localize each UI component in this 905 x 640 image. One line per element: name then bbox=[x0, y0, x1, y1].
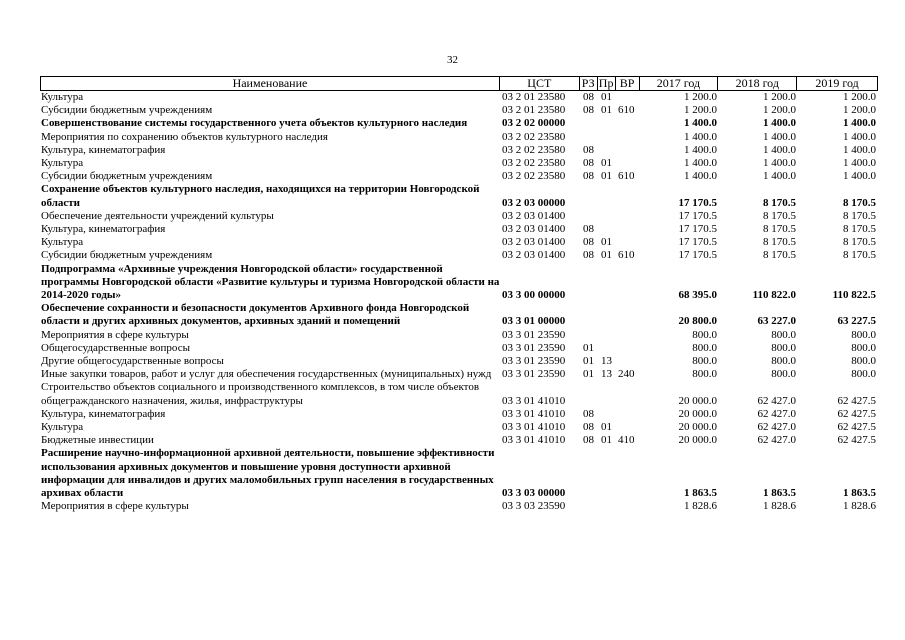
cell-2018: 63 227.0 bbox=[757, 315, 796, 328]
budget-table bbox=[40, 76, 878, 514]
cell-2017: 17 170.5 bbox=[678, 249, 717, 262]
header-2017: 2017 год bbox=[640, 77, 719, 90]
cell-2018: 62 427.0 bbox=[757, 407, 796, 420]
cell-cst: 03 3 01 23590 bbox=[502, 355, 566, 368]
cell-rz: 08 bbox=[583, 421, 594, 434]
cell-pr: 13 bbox=[601, 368, 612, 381]
cell-name: Бюджетные инвестиции bbox=[41, 434, 154, 447]
cell-cst: 03 2 01 23580 bbox=[502, 104, 566, 117]
cell-2019: 8 170.5 bbox=[843, 249, 876, 262]
cell-2017: 17 170.5 bbox=[678, 209, 717, 222]
cell-2017: 20 000.0 bbox=[678, 421, 717, 434]
cell-2019: 1 200.0 bbox=[843, 91, 876, 103]
cell-name: Культура, кинематография bbox=[41, 223, 166, 236]
cell-2019: 1 863.5 bbox=[843, 487, 876, 500]
cell-name: Культура, кинематография bbox=[41, 143, 166, 156]
cell-rz: 08 bbox=[583, 407, 594, 420]
cell-2018: 1 200.0 bbox=[763, 104, 796, 117]
table-row bbox=[40, 302, 878, 328]
cell-2018: 1 863.5 bbox=[763, 487, 796, 500]
table-body bbox=[40, 91, 878, 514]
cell-rz: 08 bbox=[583, 249, 594, 262]
cell-2019: 62 427.5 bbox=[837, 394, 876, 407]
table-row bbox=[40, 170, 878, 183]
cell-2019: 800.0 bbox=[851, 341, 876, 354]
cell-name: Мероприятия в сфере культуры bbox=[41, 328, 189, 341]
cell-name: Обеспечение сохранности и безопасности документов Архивного фонда Новгородской области и других архивных документов, архивных зданий и помещений bbox=[41, 302, 470, 328]
cell-vr: 610 bbox=[618, 104, 635, 117]
cell-cst: 03 3 01 41010 bbox=[502, 407, 566, 420]
cell-rz: 01 bbox=[583, 368, 594, 381]
cell-2019: 1 400.0 bbox=[843, 143, 876, 156]
header-rz: РЗ bbox=[580, 77, 598, 90]
cell-2017: 20 000.0 bbox=[678, 434, 717, 447]
cell-2019: 1 200.0 bbox=[843, 104, 876, 117]
cell-2018: 800.0 bbox=[771, 328, 796, 341]
cell-2019: 8 170.5 bbox=[843, 196, 876, 209]
cell-name: Обеспечение деятельности учреждений культуры bbox=[41, 209, 274, 222]
cell-2019: 1 400.0 bbox=[843, 157, 876, 170]
cell-2017: 800.0 bbox=[692, 328, 717, 341]
table-row bbox=[40, 131, 878, 144]
cell-rz: 08 bbox=[583, 143, 594, 156]
cell-cst: 03 3 00 00000 bbox=[502, 289, 566, 302]
cell-2018: 1 400.0 bbox=[763, 143, 796, 156]
table-row bbox=[40, 236, 878, 249]
cell-rz: 08 bbox=[583, 91, 594, 103]
cell-name: Иные закупки товаров, работ и услуг для обеспечения государственных (муниципальных) нужд bbox=[41, 368, 492, 381]
cell-2018: 800.0 bbox=[771, 368, 796, 381]
cell-name: Культура bbox=[41, 91, 84, 103]
cell-name: Культура bbox=[41, 157, 84, 170]
cell-cst: 03 2 02 23580 bbox=[502, 170, 566, 183]
cell-rz: 08 bbox=[583, 236, 594, 249]
cell-2019: 8 170.5 bbox=[843, 236, 876, 249]
cell-2019: 62 427.5 bbox=[837, 434, 876, 447]
table-row bbox=[40, 408, 878, 421]
table-row bbox=[40, 157, 878, 170]
cell-vr: 610 bbox=[618, 249, 635, 262]
cell-2017: 20 000.0 bbox=[678, 394, 717, 407]
cell-vr: 240 bbox=[618, 368, 635, 381]
table-row bbox=[40, 91, 878, 104]
cell-2018: 1 400.0 bbox=[763, 170, 796, 183]
table-row bbox=[40, 500, 878, 513]
cell-2019: 63 227.5 bbox=[837, 315, 876, 328]
cell-pr: 01 bbox=[601, 91, 612, 103]
table-row bbox=[40, 249, 878, 262]
cell-pr: 01 bbox=[601, 249, 612, 262]
table-row bbox=[40, 368, 878, 381]
page-number: 32 bbox=[447, 54, 458, 66]
header-cst: ЦСТ bbox=[500, 77, 580, 90]
cell-2019: 8 170.5 bbox=[843, 223, 876, 236]
table-row bbox=[40, 447, 878, 500]
cell-rz: 08 bbox=[583, 170, 594, 183]
table-row bbox=[40, 329, 878, 342]
cell-2019: 1 400.0 bbox=[843, 117, 876, 130]
cell-2017: 17 170.5 bbox=[678, 223, 717, 236]
cell-2019: 62 427.5 bbox=[837, 421, 876, 434]
cell-2017: 20 000.0 bbox=[678, 407, 717, 420]
cell-pr: 13 bbox=[601, 355, 612, 368]
cell-name: Подпрограмма «Архивные учреждения Новгородской области» государственной программы Новгородской области «Развитие культуры и туризма Новгородской области на 2014-2020 годы» bbox=[41, 262, 500, 302]
cell-2017: 1 200.0 bbox=[684, 91, 717, 103]
cell-pr: 01 bbox=[601, 157, 612, 170]
cell-2018: 110 822.0 bbox=[752, 289, 796, 302]
cell-cst: 03 2 03 01400 bbox=[502, 249, 566, 262]
cell-cst: 03 2 03 01400 bbox=[502, 209, 566, 222]
table-row bbox=[40, 263, 878, 303]
cell-cst: 03 2 03 00000 bbox=[502, 196, 566, 209]
header-2018: 2018 год bbox=[718, 77, 797, 90]
cell-2018: 1 828.6 bbox=[763, 500, 796, 513]
header-2019: 2019 год bbox=[815, 77, 859, 90]
cell-name: Сохранение объектов культурного наследия, находящихся на территории Новгородской области bbox=[41, 183, 480, 209]
cell-2017: 17 170.5 bbox=[678, 196, 717, 209]
cell-2018: 8 170.5 bbox=[763, 223, 796, 236]
cell-name: Мероприятия в сфере культуры bbox=[41, 500, 189, 513]
cell-2019: 800.0 bbox=[851, 368, 876, 381]
cell-2017: 1 200.0 bbox=[684, 104, 717, 117]
cell-2019: 1 400.0 bbox=[843, 130, 876, 143]
table-row bbox=[40, 381, 878, 407]
cell-name: Общегосударственные вопросы bbox=[41, 341, 190, 354]
cell-pr: 01 bbox=[601, 104, 612, 117]
cell-rz: 08 bbox=[583, 434, 594, 447]
cell-vr: 410 bbox=[618, 434, 635, 447]
cell-name: Субсидии бюджетным учреждениям bbox=[41, 170, 213, 183]
cell-rz: 08 bbox=[583, 104, 594, 117]
cell-name: Культура bbox=[41, 421, 84, 434]
cell-2018: 1 200.0 bbox=[763, 91, 796, 103]
cell-cst: 03 3 01 23590 bbox=[502, 341, 566, 354]
cell-pr: 01 bbox=[601, 170, 612, 183]
cell-rz: 01 bbox=[583, 355, 594, 368]
cell-2017: 1 863.5 bbox=[684, 487, 717, 500]
cell-2019: 800.0 bbox=[851, 355, 876, 368]
cell-cst: 03 3 01 41010 bbox=[502, 434, 566, 447]
cell-cst: 03 2 03 01400 bbox=[502, 236, 566, 249]
header-vr: ВР bbox=[616, 77, 640, 90]
cell-name: Субсидии бюджетным учреждениям bbox=[41, 249, 213, 262]
table-row bbox=[40, 183, 878, 209]
cell-cst: 03 3 01 00000 bbox=[502, 315, 566, 328]
cell-name: Расширение научно-информационной архивной деятельности, повышение эффективности использования архивных документов и повышение уровня доступности архивной информации для инвалидов и других маломобильных групп населения в государственных архивах области bbox=[41, 447, 495, 500]
cell-2019: 1 400.0 bbox=[843, 170, 876, 183]
cell-2017: 800.0 bbox=[692, 368, 717, 381]
cell-2017: 20 800.0 bbox=[678, 315, 717, 328]
cell-2018: 1 400.0 bbox=[763, 130, 796, 143]
cell-2017: 800.0 bbox=[692, 355, 717, 368]
table-row bbox=[40, 210, 878, 223]
cell-2018: 8 170.5 bbox=[763, 249, 796, 262]
cell-pr: 01 bbox=[601, 434, 612, 447]
table-row bbox=[40, 104, 878, 117]
table-row bbox=[40, 144, 878, 157]
table-row bbox=[40, 223, 878, 236]
cell-2017: 1 400.0 bbox=[684, 157, 717, 170]
cell-2018: 8 170.5 bbox=[763, 196, 796, 209]
cell-2018: 8 170.5 bbox=[763, 209, 796, 222]
cell-cst: 03 2 02 23580 bbox=[502, 143, 566, 156]
table-row bbox=[40, 421, 878, 434]
cell-2018: 8 170.5 bbox=[763, 236, 796, 249]
cell-2017: 1 400.0 bbox=[684, 117, 717, 130]
cell-rz: 08 bbox=[583, 157, 594, 170]
table-row bbox=[40, 342, 878, 355]
cell-cst: 03 3 01 41010 bbox=[502, 421, 566, 434]
table-header bbox=[40, 76, 878, 91]
table-row bbox=[40, 117, 878, 130]
table-row bbox=[40, 355, 878, 368]
cell-cst: 03 3 03 00000 bbox=[502, 487, 566, 500]
cell-2017: 800.0 bbox=[692, 341, 717, 354]
cell-2018: 62 427.0 bbox=[757, 434, 796, 447]
header-name: Наименование bbox=[41, 77, 500, 90]
cell-cst: 03 2 01 23580 bbox=[502, 91, 566, 103]
cell-cst: 03 2 03 01400 bbox=[502, 223, 566, 236]
cell-name: Совершенствование системы государственного учета объектов культурного наследия bbox=[41, 117, 468, 130]
table-row bbox=[40, 434, 878, 447]
cell-pr: 01 bbox=[601, 421, 612, 434]
cell-name: Культура, кинематография bbox=[41, 407, 166, 420]
cell-cst: 03 3 01 23590 bbox=[502, 328, 566, 341]
cell-name: Строительство объектов социального и производственного комплексов, в том числе объектов общегражданского назначения, жилья, инфраструктуры bbox=[41, 381, 480, 407]
cell-2018: 1 400.0 bbox=[763, 117, 796, 130]
cell-2017: 1 400.0 bbox=[684, 130, 717, 143]
cell-2017: 1 400.0 bbox=[684, 143, 717, 156]
cell-name: Мероприятия по сохранению объектов культурного наследия bbox=[41, 130, 328, 143]
cell-pr: 01 bbox=[601, 236, 612, 249]
cell-name: Другие общегосударственные вопросы bbox=[41, 355, 224, 368]
cell-2018: 1 400.0 bbox=[763, 157, 796, 170]
cell-name: Субсидии бюджетным учреждениям bbox=[41, 104, 213, 117]
cell-2019: 800.0 bbox=[851, 328, 876, 341]
cell-2017: 1 828.6 bbox=[684, 500, 717, 513]
cell-2018: 800.0 bbox=[771, 341, 796, 354]
header-pr: Пр bbox=[598, 77, 616, 90]
cell-2019: 110 822.5 bbox=[832, 289, 876, 302]
cell-vr: 610 bbox=[618, 170, 635, 183]
cell-2017: 17 170.5 bbox=[678, 236, 717, 249]
cell-rz: 01 bbox=[583, 341, 594, 354]
cell-2018: 62 427.0 bbox=[757, 421, 796, 434]
cell-2019: 62 427.5 bbox=[837, 407, 876, 420]
cell-2018: 62 427.0 bbox=[757, 394, 796, 407]
cell-cst: 03 3 01 41010 bbox=[502, 394, 566, 407]
cell-cst: 03 2 02 23580 bbox=[502, 157, 566, 170]
cell-cst: 03 3 01 23590 bbox=[502, 368, 566, 381]
cell-rz: 08 bbox=[583, 223, 594, 236]
cell-2017: 1 400.0 bbox=[684, 170, 717, 183]
cell-cst: 03 2 02 00000 bbox=[502, 117, 566, 130]
cell-2019: 1 828.6 bbox=[843, 500, 876, 513]
cell-2019: 8 170.5 bbox=[843, 209, 876, 222]
cell-cst: 03 3 03 23590 bbox=[502, 500, 566, 513]
cell-2017: 68 395.0 bbox=[678, 289, 717, 302]
cell-name: Культура bbox=[41, 236, 84, 249]
cell-2018: 800.0 bbox=[771, 355, 796, 368]
cell-cst: 03 2 02 23580 bbox=[502, 130, 566, 143]
